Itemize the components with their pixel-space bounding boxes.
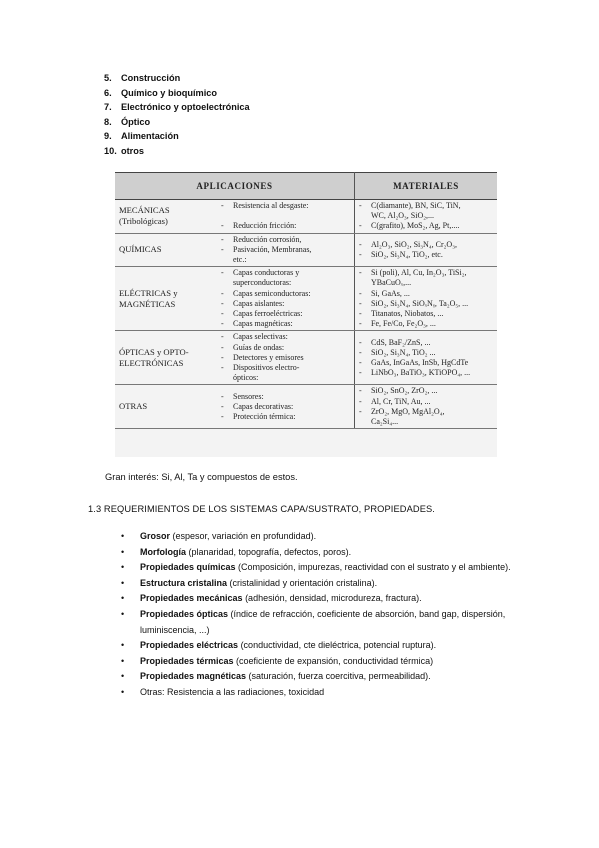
cell-line (359, 211, 494, 221)
cell-text: Al₂O₃, SiO₂, Si₃N₄, Cr₂O₃, (371, 239, 457, 249)
property-name: Propiedades químicas (140, 562, 236, 573)
bullet-item (121, 685, 521, 701)
property-name: Estructura cristalina (140, 577, 228, 588)
cell-text: Sensores: (233, 391, 264, 401)
cell-line (221, 268, 351, 278)
property-name: Propiedades eléctricas (140, 640, 239, 651)
bullet-item (121, 654, 521, 670)
cell-line (359, 348, 494, 358)
property-description: (espesor, variación en profundidad). (170, 531, 317, 541)
dash-marker (221, 255, 233, 265)
dash-marker: - (221, 411, 224, 421)
materials-cell (355, 267, 498, 331)
cell-line (221, 319, 351, 329)
cell-text: SiO₂, Si₃N₄, TiO₂, etc. (371, 249, 443, 259)
bullet-dot-icon: • (121, 531, 125, 541)
cell-line (359, 268, 494, 278)
dash-marker (359, 278, 371, 288)
bullet-text (140, 654, 521, 670)
cell-line (221, 363, 351, 373)
numbered-list-item (104, 100, 250, 115)
materials-cell (355, 233, 498, 267)
cell-text: Pasivación, Membranas, (233, 244, 312, 254)
cell-text: Ca₂Si₄... (371, 417, 399, 427)
cell-line (221, 343, 351, 353)
dash-marker: - (221, 298, 224, 308)
cell-text: CdS, BaF₂/ZnS, ... (371, 337, 431, 347)
cell-line (359, 397, 494, 407)
cell-text: ZrO₂, MgO, MgAl₂O₄, (371, 406, 445, 416)
cell-line (359, 289, 494, 299)
cell-line (359, 221, 494, 231)
cell-line (221, 332, 351, 342)
category-cell (115, 233, 217, 267)
cell-line (359, 319, 494, 329)
property-description: (adhesión, densidad, microdureza, fractura). (242, 593, 422, 604)
materials-cell (355, 200, 498, 234)
bullet-dot-icon: • (121, 593, 125, 604)
cell-text: Capas semiconductoras: (233, 288, 311, 298)
dash-marker: - (221, 391, 224, 401)
property-description: Otras: Resistencia a las radiaciones, toxicidad (140, 686, 325, 697)
cell-text: Capas ferroeléctricas: (233, 309, 303, 319)
bullet-dot-icon: • (121, 608, 125, 619)
property-name: Propiedades ópticas (140, 608, 229, 619)
cell-text: C(grafito), MoS₂, Ag, Pt,.... (371, 221, 460, 231)
cell-line (221, 211, 351, 221)
materials-cell (355, 385, 498, 429)
cell-text: Capas decorativas: (233, 401, 294, 411)
applications-cell (217, 200, 355, 234)
property-description: (cristalinidad y orientación cristalina). (227, 577, 378, 588)
cell-text: YBaCuOₓ,... (371, 278, 412, 288)
numbered-list (104, 71, 250, 159)
table-row (115, 267, 497, 331)
category-cell (115, 200, 217, 234)
applications-cell (217, 385, 355, 429)
bullet-dot-icon: • (121, 562, 125, 573)
cell-text: WC, Al₂O₃, SiO₂,... (371, 211, 435, 221)
cell-text: Resistencia al desgaste: (233, 201, 309, 210)
bullet-text (140, 560, 521, 576)
dash-marker: - (221, 288, 224, 298)
cell-line (359, 338, 494, 348)
dash-marker: - (359, 309, 362, 319)
table-header-row (115, 173, 497, 200)
materials-cell (355, 331, 498, 385)
category-text: (Tribológicas) (119, 216, 168, 227)
cell-text: SiO₂, SnO₂, ZrO₂, ... (371, 386, 438, 396)
property-description: (conductividad, cte dieléctrica, potencial ruptura). (238, 640, 437, 651)
category-text: MAGNÉTICAS (119, 298, 176, 309)
property-description: (coeficiente de expansión, conductividad térmica) (233, 655, 434, 666)
dash-marker: - (221, 363, 224, 373)
list-number: 6. (104, 87, 112, 98)
category-cell (115, 385, 217, 429)
cell-text: LiNbO₃, BaTiO₃, KTiOPO₄, ... (371, 368, 471, 378)
dash-marker: - (359, 201, 362, 210)
category-text: ELÉCTRICAS y (119, 287, 178, 298)
dash-marker (221, 278, 233, 288)
cell-line (221, 392, 351, 402)
cell-text: etc.: (233, 255, 247, 265)
bullet-text (140, 685, 521, 701)
list-text: otros (121, 145, 144, 156)
bullet-text (140, 576, 521, 592)
dash-marker: - (359, 239, 362, 249)
dash-marker: - (359, 319, 362, 329)
cell-line (221, 235, 351, 245)
cell-text: Fe, Fe/Co, Fe₂O₃, ... (371, 319, 436, 329)
property-name: Grosor (140, 531, 171, 541)
cell-line (359, 278, 494, 288)
bullet-text (140, 607, 521, 638)
cell-text: Capas magnéticas: (233, 319, 293, 329)
cell-text: Si, GaAs, ... (371, 288, 410, 298)
list-number: 7. (104, 102, 112, 113)
numbered-list-item (104, 129, 250, 144)
category-text: ELECTRÓNICAS (119, 357, 184, 368)
cell-line (359, 240, 494, 250)
interest-paragraph: Gran interés: Si, Al, Ta y compuestos de estos. (105, 472, 298, 482)
header-materials: MATERIALES (355, 173, 498, 200)
dash-marker (221, 373, 233, 383)
table-row (115, 200, 497, 234)
cell-text: ópticos: (233, 373, 259, 383)
dash-marker (221, 211, 233, 221)
cell-line (221, 221, 351, 231)
dash-marker: - (221, 268, 224, 278)
list-text: Alimentación (121, 131, 179, 142)
cell-line (359, 250, 494, 260)
dash-marker: - (359, 221, 362, 231)
dash-marker: - (359, 298, 362, 308)
dash-marker (359, 211, 371, 221)
dash-marker: - (359, 249, 362, 259)
list-text: Químico y bioquímico (121, 87, 217, 98)
category-text: QUÍMICAS (119, 244, 162, 255)
list-number: 9. (104, 131, 112, 142)
bullet-dot-icon: • (121, 671, 125, 682)
dash-marker: - (359, 386, 362, 396)
cell-line (359, 386, 494, 396)
dash-marker: - (221, 221, 224, 231)
dash-marker: - (221, 201, 224, 210)
cell-text: Detectores y emisores (233, 352, 304, 362)
section-heading: 1.3 REQUERIMIENTOS DE LOS SISTEMAS CAPA/SUSTRATO, PROPIEDADES. (88, 504, 435, 514)
bullet-item (121, 591, 521, 607)
applications-cell (217, 233, 355, 267)
applications-cell (217, 267, 355, 331)
cell-text: Titanatos, Niobatos, ... (371, 309, 444, 319)
dash-marker: - (359, 268, 362, 278)
dash-marker (359, 417, 371, 427)
cell-line (221, 353, 351, 363)
bullet-item (121, 576, 521, 592)
numbered-list-item (104, 86, 250, 101)
bullet-text (140, 638, 521, 654)
numbered-list-item (104, 144, 250, 159)
property-name: Morfología (140, 546, 186, 557)
property-description: (planaridad, topografía, defectos, poros). (186, 546, 352, 557)
table-row (115, 233, 497, 267)
cell-text: Capas selectivas: (233, 332, 288, 342)
dash-marker: - (221, 309, 224, 319)
property-description: (Composición, impurezas, reactividad con el sustrato y el ambiente). (235, 562, 511, 573)
cell-text: Reducción corrosión, (233, 234, 302, 244)
cell-line (359, 417, 494, 427)
list-number: 8. (104, 116, 112, 127)
bullet-text (140, 545, 521, 561)
cell-text: Capas conductoras y (233, 268, 300, 278)
bullet-item (121, 607, 521, 638)
dash-marker: - (221, 352, 224, 362)
property-name: Propiedades magnéticas (140, 671, 247, 682)
category-cell (115, 267, 217, 331)
cell-line (221, 201, 351, 211)
dash-marker: - (359, 396, 362, 406)
cell-line (359, 358, 494, 368)
header-applications: APLICACIONES (115, 173, 355, 200)
applications-materials-table (115, 172, 497, 429)
dash-marker: - (359, 368, 362, 378)
cell-text: Reducción fricción: (233, 221, 297, 231)
bullet-dot-icon: • (121, 686, 125, 697)
table-row (115, 385, 497, 429)
cell-line (359, 309, 494, 319)
cell-text: C(diamante), BN, SiC, TiN, (371, 201, 461, 210)
cell-line (359, 299, 494, 309)
bullet-text (140, 669, 521, 685)
list-text: Electrónico y optoelectrónica (121, 102, 250, 113)
list-text: Óptico (121, 116, 151, 127)
bullet-item (121, 560, 521, 576)
dash-marker: - (359, 347, 362, 357)
bullet-item (121, 669, 521, 685)
cell-text: Si (poli), Al, Cu, In₂O₃, TiSi₂, (371, 268, 467, 278)
property-description: (índice de refracción, coeficiente de absorción, band gap, dispersión, luminiscencia, ...) (140, 608, 506, 635)
category-text: MECÁNICAS (119, 205, 170, 216)
cell-text: GaAs, InGaAs, InSb, HgCdTe (371, 357, 469, 367)
property-name: Propiedades mecánicas (140, 593, 243, 604)
cell-line (221, 278, 351, 288)
cell-text: Guías de ondas: (233, 342, 285, 352)
dash-marker: - (221, 342, 224, 352)
category-text: ÓPTICAS y OPTO- (119, 346, 189, 357)
cell-text: Capas aislantes: (233, 298, 285, 308)
bullet-item (121, 529, 521, 545)
cell-text: Protección térmica: (233, 411, 296, 421)
cell-text: SiO₂, Si₃N₄, SiOₓNᵧ, Ta₂O₅, ... (371, 298, 469, 308)
cell-text: superconductoras: (233, 278, 292, 288)
dash-marker: - (359, 337, 362, 347)
cell-line (221, 402, 351, 412)
cell-text: SiO₂, Si₃N₄, TiO₂ ... (371, 347, 436, 357)
properties-bullet-list (121, 529, 521, 701)
list-number: 5. (104, 73, 112, 83)
cell-line (359, 407, 494, 417)
cell-line (221, 412, 351, 422)
dash-marker: - (359, 357, 362, 367)
bullet-dot-icon: • (121, 655, 125, 666)
dash-marker: - (221, 332, 224, 342)
applications-cell (217, 331, 355, 385)
bullet-item (121, 545, 521, 561)
cell-line (359, 368, 494, 378)
dash-marker: - (221, 244, 224, 254)
cell-line (221, 299, 351, 309)
cell-line (221, 373, 351, 383)
dash-marker: - (359, 406, 362, 416)
dash-marker: - (221, 319, 224, 329)
applications-table-image (115, 172, 497, 457)
cell-line (359, 201, 494, 211)
numbered-list-item (104, 71, 250, 86)
list-number: 10. (104, 145, 117, 156)
cell-text (233, 211, 235, 221)
bullet-item (121, 638, 521, 654)
category-cell (115, 331, 217, 385)
dash-marker: - (221, 401, 224, 411)
table-row (115, 331, 497, 385)
cell-line (221, 289, 351, 299)
list-text: Construcción (121, 73, 181, 83)
category-text: OTRAS (119, 401, 148, 412)
bullet-dot-icon: • (121, 546, 125, 557)
numbered-list-item (104, 115, 250, 130)
dash-marker: - (221, 234, 224, 244)
bullet-text (140, 529, 521, 545)
cell-text: Dispositivos electro- (233, 363, 300, 373)
cell-text: Al, Cr, TiN, Au, ... (371, 396, 431, 406)
bullet-dot-icon: • (121, 640, 125, 651)
dash-marker: - (359, 288, 362, 298)
property-description: (saturación, fuerza coercitiva, permeabilidad). (246, 671, 431, 682)
cell-line (221, 309, 351, 319)
bullet-dot-icon: • (121, 577, 125, 588)
cell-line (221, 245, 351, 255)
cell-line (221, 255, 351, 265)
property-name: Propiedades térmicas (140, 655, 234, 666)
bullet-text (140, 591, 521, 607)
